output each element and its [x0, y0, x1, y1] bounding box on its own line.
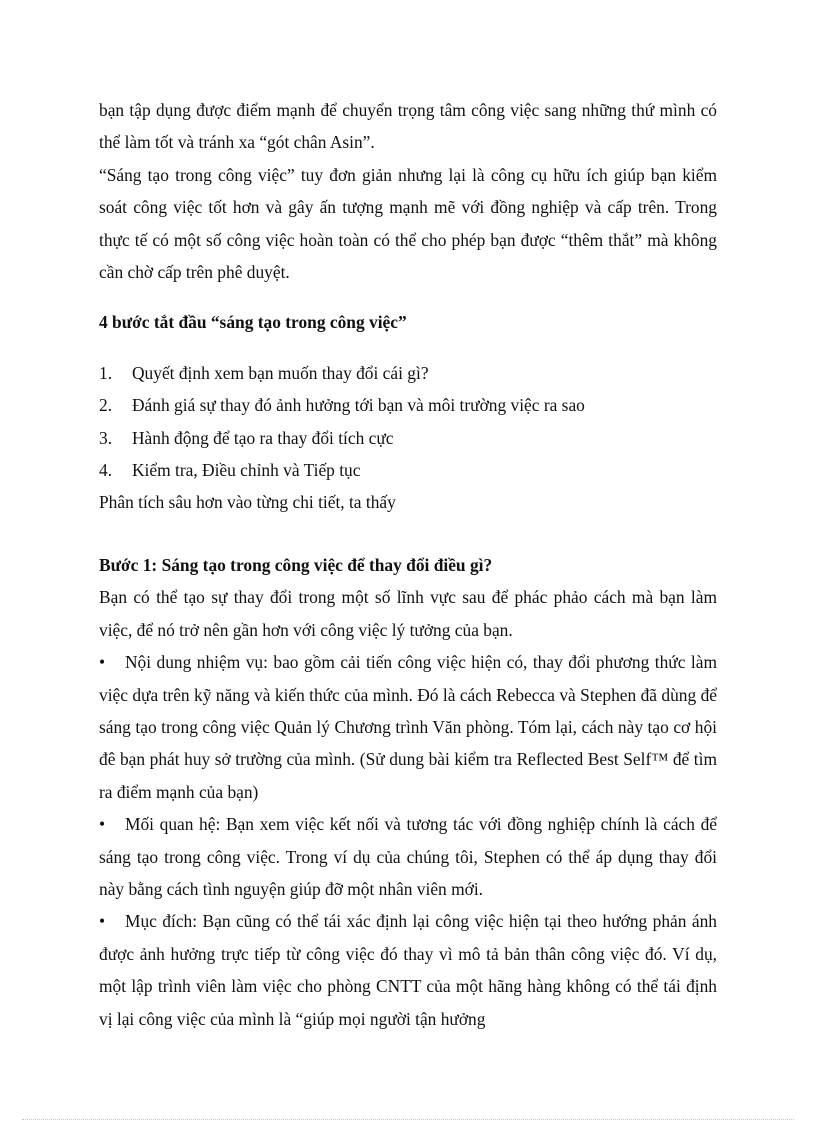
list-number: 1.: [99, 362, 113, 383]
bullet-icon: •: [99, 911, 106, 932]
spacer: [99, 288, 717, 306]
list-number: 2.: [99, 395, 113, 416]
list-item: [99, 454, 717, 486]
analysis-line: Phân tích sâu hơn vào từng chi tiết, ta thấy: [99, 492, 396, 513]
spacer: [99, 339, 717, 357]
list-item-text: Quyết định xem bạn muốn thay đổi cái gì?: [132, 362, 429, 383]
spacer: [99, 519, 717, 549]
document-page: [99, 94, 717, 1035]
page-bottom-rule: [22, 1119, 794, 1120]
bullet-item: [99, 646, 717, 808]
list-item: [99, 422, 717, 454]
list-number: 4.: [99, 460, 113, 481]
steps-list: [99, 357, 717, 487]
list-item: [99, 357, 717, 389]
bullet-item: [99, 808, 717, 905]
list-item-text: Đánh giá sự thay đó ảnh hưởng tới bạn và môi trường việc ra sao: [132, 395, 585, 416]
paragraph: “Sáng tạo trong công việc” tuy đơn giản nhưng lại là công cụ hữu ích giúp bạn kiểm soát công việc tốt hơn và gây ấn tượng mạnh mẽ với đồng nghiệp và cấp trên. Trong thực tế có một số công việc hoàn toàn có thể cho phép bạn được “thêm thắt” mà không cần chờ cấp trên phê duyệt.: [99, 164, 717, 283]
bullet-icon: •: [99, 814, 106, 835]
step1-intro: Bạn có thể tạo sự thay đổi trong một số lĩnh vực sau để phác phảo cách mà bạn làm việc, để nó trở nên gần hơn với công việc lý tưởng của bạn.: [99, 587, 717, 640]
list-item-text: Kiểm tra, Điều chỉnh và Tiếp tục: [132, 460, 361, 481]
steps-heading: 4 bước tắt đầu “sáng tạo trong công việc”: [99, 312, 407, 333]
bullet-text: Mối quan hệ: Bạn xem việc kết nối và tương tác với đồng nghiệp chính là cách để sáng tạo trong công việc. Trong ví dụ của chúng tôi, Stephen có thể áp dụng thay đổi này bằng cách tình nguyện giúp đỡ một nhân viên mới.: [99, 814, 717, 899]
list-number: 3.: [99, 427, 113, 448]
bullet-text: Mục đích: Bạn cũng có thể tái xác định lại công việc hiện tại theo hướng phản ánh được ảnh hưởng trực tiếp từ công việc đó thay vì mô tả bản thân công việc đó. Ví dụ, một lập trình viên làm việc cho phòng CNTT của một hãng hàng không có thể tái định vị lại công việc của mình là “giúp mọi người tận hưởng: [99, 911, 717, 1029]
step1-heading: Bước 1: Sáng tạo trong công việc để thay đổi điều gì?: [99, 554, 493, 575]
bullet-text: Nội dung nhiệm vụ: bao gồm cải tiến công việc hiện có, thay đổi phương thức làm việc dựa trên kỹ năng và kiến thức của mình. Đó là cách Rebecca và Stephen đã dùng để sáng tạo trong công việc Quản lý Chương trình Văn phòng. Tóm lại, cách này tạo cơ hội đê bạn phát huy sở trường của mình. (Sử dung bài kiểm tra Reflected Best Self™ để tìm ra điểm mạnh của bạn): [99, 652, 717, 802]
list-item-text: Hành động để tạo ra thay đổi tích cực: [132, 427, 394, 448]
bullet-icon: •: [99, 652, 106, 673]
list-item: [99, 389, 717, 421]
paragraph: bạn tập dụng được điểm mạnh để chuyển trọng tâm công việc sang những thứ mình có thể làm tốt và tránh xa “gót chân Asin”.: [99, 100, 717, 153]
bullet-item: [99, 905, 717, 1035]
